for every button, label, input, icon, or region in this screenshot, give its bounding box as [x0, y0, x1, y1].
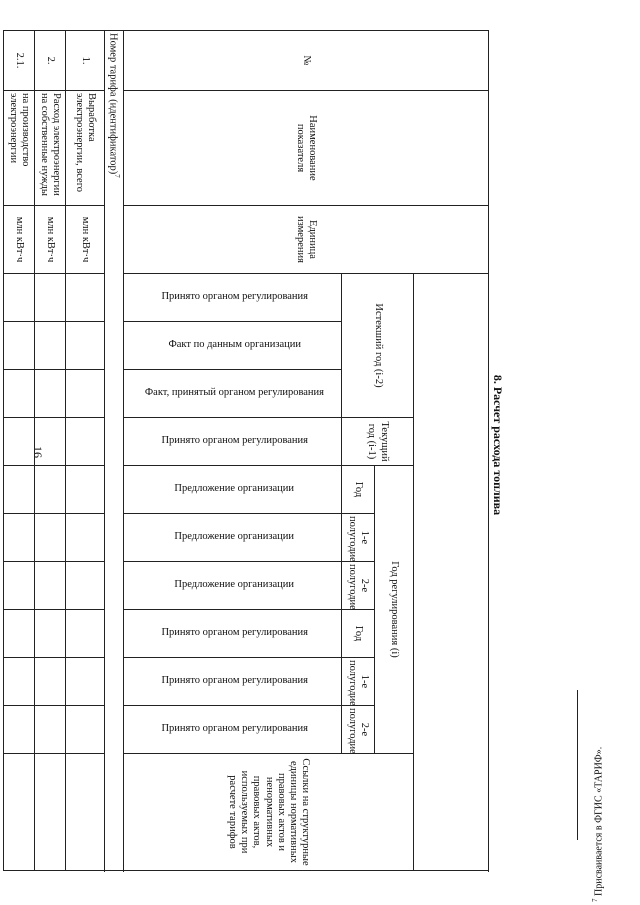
header-reg-year-accepted: Год [342, 610, 375, 658]
vertical-label: Предложение организации [174, 531, 295, 543]
row-unit: млн кВт·ч [35, 206, 66, 274]
value-cell [4, 562, 35, 610]
vertical-label: Принято органом регулирования [161, 627, 308, 639]
value-cell [66, 370, 105, 418]
header-reg-year-proposal-org [124, 466, 342, 514]
value-cell [35, 706, 66, 754]
value-cell [4, 274, 35, 322]
header-reg-half1-proposal-org [124, 514, 342, 562]
value-cell [4, 514, 35, 562]
row-number: 2. [35, 31, 66, 91]
vertical-label: Факт, принятый органом регулирования [144, 387, 325, 399]
value-cell [35, 562, 66, 610]
value-cell [4, 610, 35, 658]
header-reg-half2-accepted: 2-е полугодие [342, 706, 375, 754]
header-reg-year-proposal: Год [342, 466, 375, 514]
header-past-year: Истекший год (i-2) [342, 274, 414, 418]
header-reg-half2-proposal: 2-е полугодие [342, 562, 375, 610]
header-past-accepted [124, 274, 342, 322]
fuel-calculation-table [3, 30, 489, 871]
header-past-fact-org [124, 322, 342, 370]
header-references: Ссылки на структурные единицы нормативных правовых актов и ненормативных правовых актов, используемых при расчете тарифов [124, 754, 414, 871]
tariff-label: Номер тарифа (идентификатор) [107, 33, 119, 175]
table-row [35, 31, 66, 871]
value-cell [35, 658, 66, 706]
value-cell [66, 322, 105, 370]
vertical-label: Предложение организации [174, 483, 295, 495]
tariff-row [105, 31, 124, 871]
value-cell [66, 466, 105, 514]
row-number: 2.1. [4, 31, 35, 91]
row-number: 1. [66, 31, 105, 91]
tariff-label-cell [105, 31, 124, 871]
value-cell [66, 418, 105, 466]
value-cell [66, 514, 105, 562]
value-cell [66, 274, 105, 322]
reference-cell [66, 754, 105, 871]
row-name: на производство электроэнергии [4, 91, 35, 206]
value-cell [66, 610, 105, 658]
value-cell [4, 370, 35, 418]
header-regulation-year: Год регулирования (i) [375, 466, 414, 754]
vertical-label: Принято органом регулирования [161, 435, 308, 447]
footnote-text: Присваивается в ФГИС «ТАРИФ». [593, 746, 605, 896]
value-cell [4, 322, 35, 370]
table-row [66, 31, 105, 871]
row-name: Выработка электроэнергии, всего [66, 91, 105, 206]
footnote [588, 702, 605, 902]
row-unit: млн кВт·ч [4, 206, 35, 274]
value-cell [35, 514, 66, 562]
header-past-fact-accepted [124, 370, 342, 418]
row-unit: млн кВт·ч [66, 206, 105, 274]
header-reg-half1-accepted-reg [124, 658, 342, 706]
vertical-label: Принято органом регулирования [161, 291, 308, 303]
vertical-label: Предложение организации [174, 579, 295, 591]
header-blank-band [414, 274, 489, 871]
value-cell [66, 658, 105, 706]
header-number: № [124, 31, 489, 91]
header-reg-half1-proposal: 1-е полугодие [342, 514, 375, 562]
value-cell [66, 562, 105, 610]
header-current-year: Текущий год (i-1) [342, 418, 414, 466]
header-reg-half2-proposal-org [124, 562, 342, 610]
reference-cell [4, 754, 35, 871]
tariff-footnote-mark: 7 [113, 174, 122, 178]
value-cell [4, 706, 35, 754]
vertical-label: Факт по данным организации [168, 339, 301, 351]
value-cell [35, 370, 66, 418]
footnote-mark: 7 [591, 898, 599, 902]
value-cell [4, 658, 35, 706]
header-reg-half1-accepted: 1-е полугодие [342, 658, 375, 706]
value-cell [35, 466, 66, 514]
footnote-divider [577, 690, 578, 840]
value-cell [4, 418, 35, 466]
header-current-accepted [124, 418, 342, 466]
page-number: 16 [31, 446, 45, 458]
header-reg-half2-accepted-reg [124, 706, 342, 754]
header-indicator-name: Наименование показателя [124, 91, 489, 206]
value-cell [35, 274, 66, 322]
header-unit: Единица измерения [124, 206, 489, 274]
value-cell [4, 466, 35, 514]
value-cell [66, 706, 105, 754]
row-name: Расход электроэнергии на собственные нужды [35, 91, 66, 206]
value-cell [35, 418, 66, 466]
reference-cell [35, 754, 66, 871]
value-cell [35, 322, 66, 370]
vertical-label: Принято органом регулирования [161, 723, 308, 735]
header-reg-year-accepted-reg [124, 610, 342, 658]
vertical-label: Принято органом регулирования [161, 675, 308, 687]
table-row [4, 31, 35, 871]
value-cell [35, 610, 66, 658]
table-title: 8. Расчет расхода топлива [491, 374, 505, 516]
